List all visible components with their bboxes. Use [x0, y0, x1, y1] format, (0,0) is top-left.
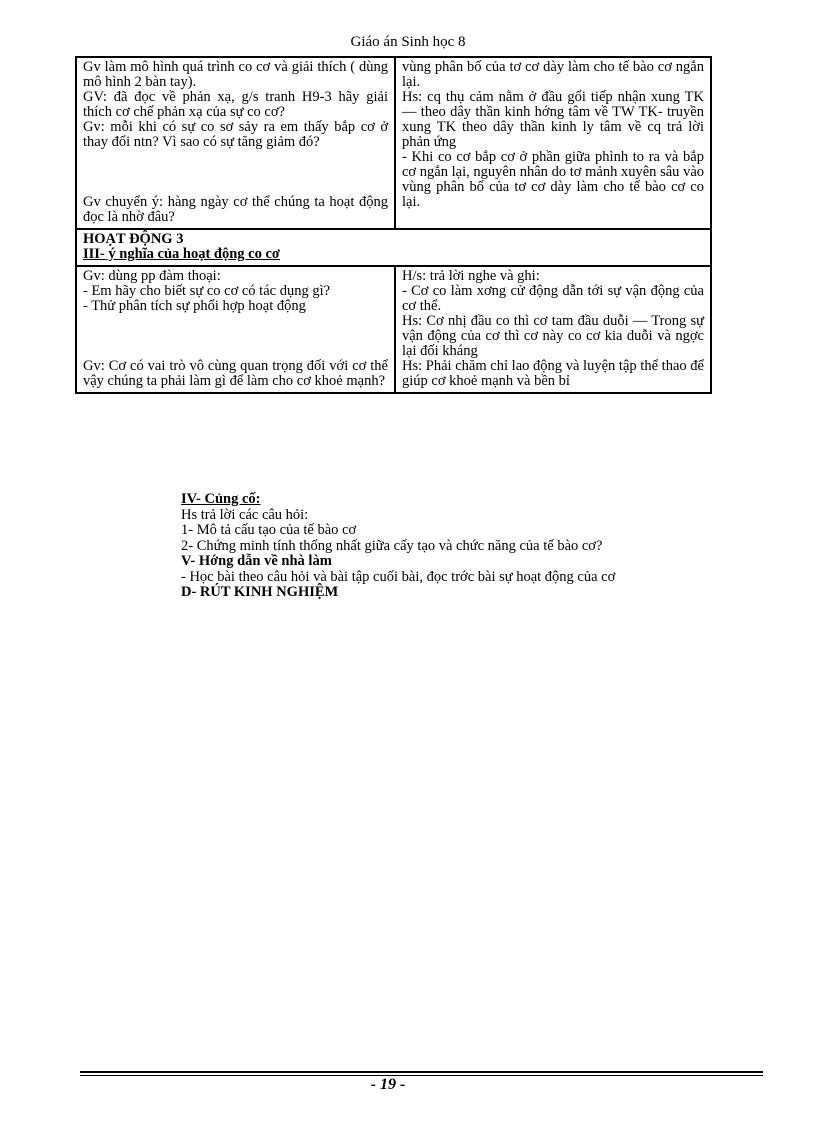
question-item: 2- Chứng minh tính thống nhất giữa cấy tạo và chức năng của tế bào cơ?: [181, 537, 603, 554]
student-text: vùng phân bố của tơ cơ dày làm cho tế bào cơ ngắn lại.: [402, 59, 704, 90]
teacher-activity-cell: [76, 266, 395, 393]
question-item: 1- Mô tả cấu tạo của tế bào cơ: [181, 522, 357, 538]
section-title: HOẠT ĐỘNG 3: [83, 231, 184, 247]
lesson-summary: [181, 492, 781, 601]
page-header-title: Giáo án Sinh học 8: [350, 34, 466, 50]
section-header-cell: [76, 229, 711, 266]
teacher-text: Gv: mỗi khi có sự co sơ sảy ra em thấy bắp cơ ở thay đổi ntn? Vì sao có sự tăng giảm đó?: [83, 119, 388, 150]
section-subtitle: III- ý nghĩa của hoạt động co cơ: [83, 246, 280, 262]
page-number: - 19 -: [370, 1076, 406, 1093]
student-activity-cell: [395, 57, 711, 229]
teacher-text: Gv: dùng pp đàm thoại:: [83, 268, 221, 284]
teacher-text: Gv chuyển ý: hàng ngày cơ thể chúng ta hoạt động đọc là nhờ đâu?: [83, 194, 388, 225]
table-row: [76, 229, 711, 266]
student-text: Hs: Phải chăm chỉ lao động và luyện tập thể thao để giúp cơ khoẻ mạnh và bền bỉ: [402, 358, 704, 389]
teacher-text: GV: đã đọc về phản xạ, g/s tranh H9-3 hãy giải thích cơ chế phản xạ của sự co cơ?: [83, 89, 388, 120]
teacher-text: Gv làm mô hình quá trình co cơ và giải thích ( dùng mô hình 2 bàn tay).: [83, 59, 388, 90]
teacher-text: - Thử phân tích sự phối hợp hoạt động: [83, 298, 306, 314]
lesson-table: [75, 56, 712, 394]
student-text: Hs: cq thụ cảm nằm ở đầu gối tiếp nhận xung TK — theo dây thần kinh hớng tâm về TW TK- truyền xung TK theo dây thần kinh ly tâm về cq trả lời phản ứng: [402, 89, 704, 150]
student-text: - Cơ co làm xơng cử động dẫn tới sự vận động của cơ thể.: [402, 283, 704, 314]
consolidation-intro: Hs trả lời các câu hỏi:: [181, 506, 309, 523]
table-row: [76, 266, 711, 393]
student-text: - Khi co cơ bắp cơ ở phần giữa phình to ra và bắp cơ ngắn lại, nguyên nhân do tơ mảnh xuyên sâu vào vùng phân bố của tơ cơ dày làm cho tế bào cơ co lại.: [402, 149, 704, 210]
table-row: [76, 57, 711, 229]
teacher-activity-cell: [76, 57, 395, 229]
teacher-text: Gv: Cơ có vai trò vô cùng quan trọng đối với cơ thể vậy chúng ta phải làm gì để làm cho cơ khoẻ mạnh?: [83, 358, 388, 389]
consolidation-heading: IV- Củng cố:: [181, 491, 261, 507]
student-text: Hs: Cơ nhị đầu co thì cơ tam đầu duỗi — Trong sự vận động của cơ thì cơ này co cơ kia duỗi và ngợc lại đối kháng: [402, 313, 704, 359]
homework-heading: V- Hớng dẫn về nhà làm: [181, 553, 332, 569]
lessons-learned-heading: D- RÚT KINH NGHIỆM: [181, 584, 339, 600]
teacher-text: - Em hãy cho biết sự co cơ có tác dụng gì?: [83, 283, 331, 299]
student-text: H/s: trả lời nghe và ghi:: [402, 268, 540, 284]
student-activity-cell: [395, 266, 711, 393]
homework-text: - Học bài theo câu hỏi và bài tập cuối bài, đọc trớc bài sự hoạt động của cơ: [181, 568, 616, 585]
